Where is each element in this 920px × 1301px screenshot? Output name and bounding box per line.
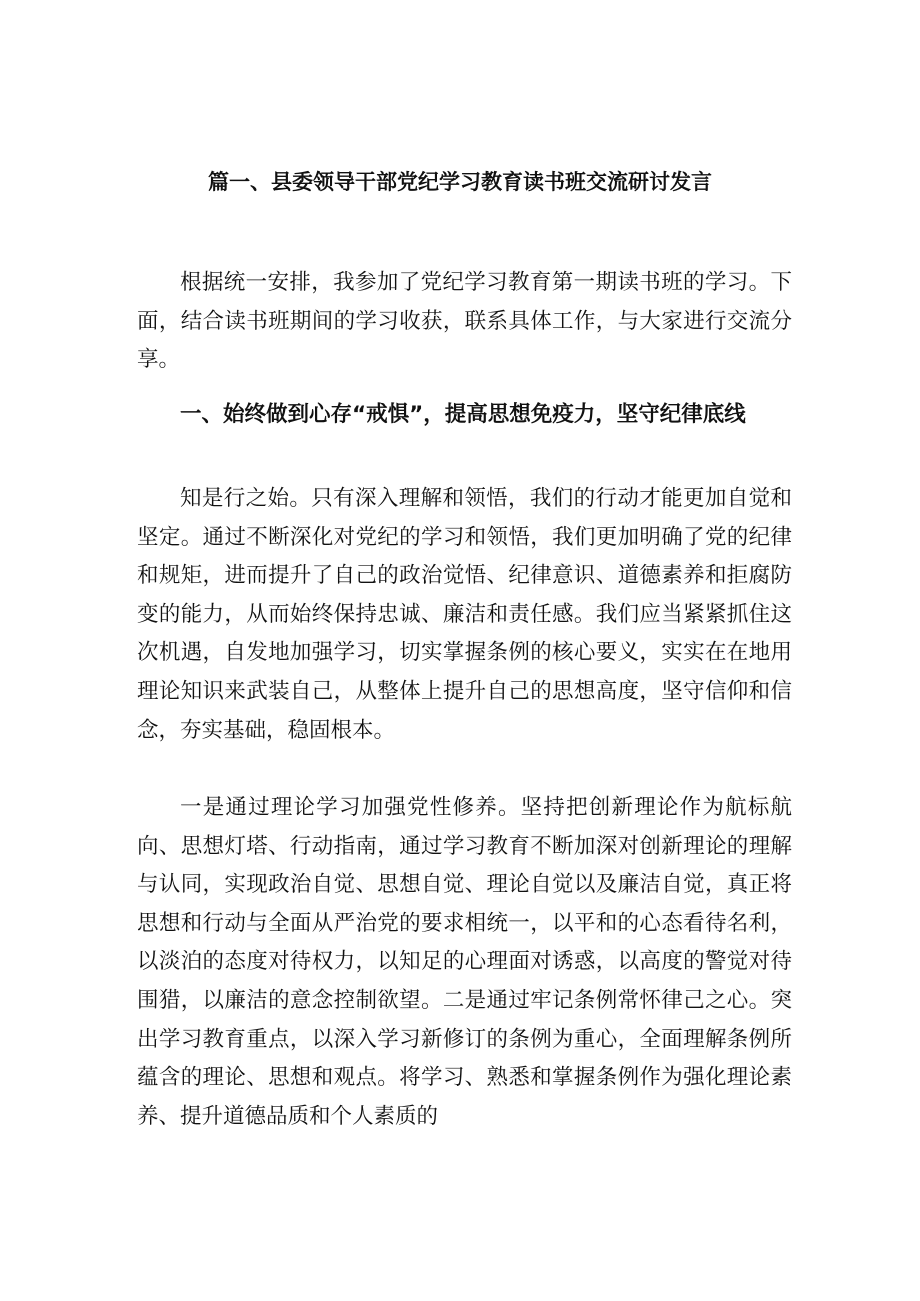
section-heading: 一、始终做到心存“戒惧”，提高思想免疫力，坚守纪律底线 <box>180 402 746 427</box>
intro-paragraph: 根据统一安排，我参加了党纪学习教育第一期读书班的学习。下面，结合读书班期间的学习收获，联系具体工作，与大家进行交流分享。 <box>137 270 792 373</box>
document-title: 篇一、县委领导干部党纪学习教育读书班交流研讨发言 <box>208 170 712 194</box>
body-paragraph: 一是通过理论学习加强党性修养。坚持把创新理论作为航标航向、思想灯塔、行动指南，通过学习教育不断加深对创新理论的理解与认同，实现政治自觉、思想自觉、理论自觉以及廉洁自觉，真正将思想和行动与全面从严治党的要求相统一，以平和的心态看待名利，以淡泊的态度对待权力，以知足的心理面对诱惑，以高度的警觉对待围猎，以廉洁的意念控制欲望。二是通过牢记条例常怀律己之心。突出学习教育重点，以深入学习新修订的条例为重心，全面理解条例所蕴含的理论、思想和观点。将学习、熟悉和掌握条例作为强化理论素养、提升道德品质和个人素质的 <box>137 795 792 1129</box>
body-paragraph: 知是行之始。只有深入理解和领悟，我们的行动才能更加自觉和坚定。通过不断深化对党纪的学习和领悟，我们更加明确了党的纪律和规矩，进而提升了自己的政治觉悟、纪律意识、道德素养和拒腐防变的能力，从而始终保持忠诚、廉洁和责任感。我们应当紧紧抓住这次机遇，自发地加强学习，切实掌握条例的核心要义，实实在在地用理论知识来武装自己，从整体上提升自己的思想高度，坚守信仰和信念，夯实基础，稳固根本。 <box>137 486 792 743</box>
